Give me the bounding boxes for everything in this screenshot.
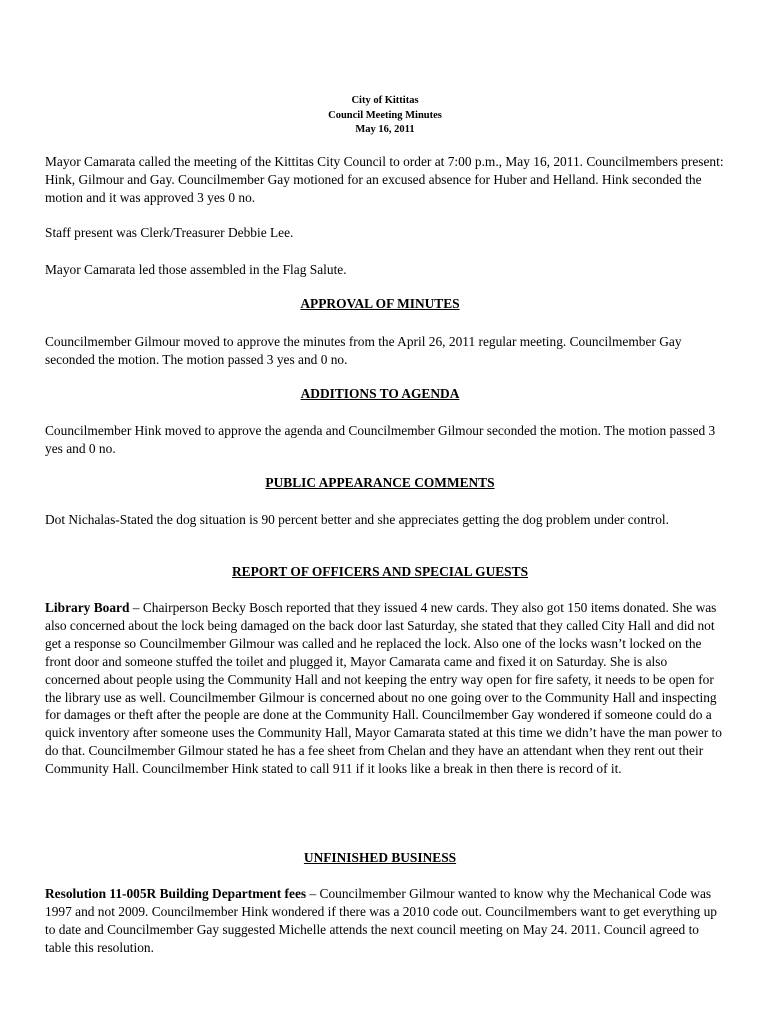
additions-heading: ADDITIONS TO AGENDA [300,386,460,401]
staff-present-paragraph: Staff present was Clerk/Treasurer Debbie Lee. [45,225,294,240]
resolution-lead: Resolution 11-005R Building Department fees [45,886,307,901]
document-title: Council Meeting Minutes [328,109,442,121]
library-board-text: – Chairperson Becky Bosch reported that they issued 4 new cards. They also got 150 items donated. She was also concerned about the lock being damaged on the back door last Saturday, she stated that they called City Hall and did not get a response so Councilmember Gilmour was called and he replaced the lock. Also one of the locks wasn’t locked on the front door and someone stuffed the toilet and plugged it, Mayor Camarata came and fixed it on Saturday. She is also concerned about people using the Community Hall and not keeping the entry way open for fire safety, it needs to be open for the library use as well. Councilmember Gilmour is concerned about no one going over to the Community Hall and inspecting for damages or theft after the people are done at the Community Hall. Councilmember Gay wondered if someone could do a quick inventory after someone uses the Community Hall, Mayor Camarata stated at this time we didn’t have the man power to do that. Councilmember Gilmour stated he has a fee sheet from Chelan and they have an attendant when they rent out their Community Hall. Councilmember Hink stated to call 911 if it looks like a break in then there is record of it. [45,600,722,777]
approval-heading: APPROVAL OF MINUTES [300,296,460,311]
resolution-text: – Councilmember Gilmour wanted to know why the Mechanical Code was 1997 and not 2009. Councilmember Hink wondered if there was a 2010 code out. Councilmembers want to get everything up to date and Councilmember Gay suggested Michelle attends the next council meeting on May 24. 2011. Council agreed to table this resolution. [45,886,717,955]
approval-paragraph: Councilmember Gilmour moved to approve the minutes from the April 26, 2011 regular meeting. Councilmember Gay seconded the motion. The motion passed 3 yes and 0 no. [45,334,682,367]
officers-heading: REPORT OF OFFICERS AND SPECIAL GUESTS [231,564,529,579]
flag-salute-paragraph: Mayor Camarata led those assembled in the Flag Salute. [45,262,347,277]
public-comments-heading: PUBLIC APPEARANCE COMMENTS [265,475,495,490]
public-comments-paragraph: Dot Nichalas-Stated the dog situation is 90 percent better and she appreciates getting the dog problem under control. [45,512,669,527]
call-to-order-paragraph: Mayor Camarata called the meeting of the Kittitas City Council to order at 7:00 p.m., May 16, 2011. Councilmembers present: Hink, Gilmour and Gay. Councilmember Gay motioned for an excused absence for Huber and Helland. Hink seconded the motion and it was approved 3 yes 0 no. [45,154,724,205]
document-header [0,94,770,138]
library-board-paragraph [45,599,725,778]
additions-paragraph: Councilmember Hink moved to approve the agenda and Councilmember Gilmour seconded the motion. The motion passed 3 yes and 0 no. [45,423,716,456]
meeting-date: May 16, 2011 [355,124,415,135]
resolution-paragraph [45,885,725,957]
city-name: City of Kittitas [351,95,419,106]
library-board-lead: Library Board [45,600,130,615]
unfinished-business-heading: UNFINISHED BUSINESS [303,850,457,865]
